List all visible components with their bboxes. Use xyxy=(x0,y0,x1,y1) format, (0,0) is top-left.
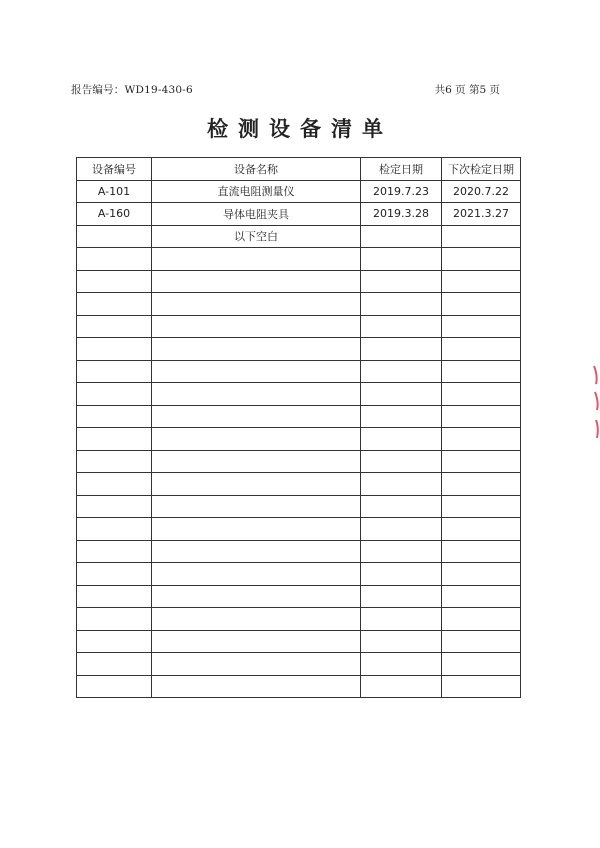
cell-equipment-name xyxy=(152,563,361,586)
cell-equipment-no: A-160 xyxy=(77,203,152,226)
cell-calibration-date xyxy=(361,428,442,451)
table-row xyxy=(77,203,521,226)
cell-equipment-name xyxy=(152,360,361,383)
table-row xyxy=(77,518,521,541)
table-row xyxy=(77,450,521,473)
cell-next-calibration-date xyxy=(442,495,521,518)
cell-equipment-name xyxy=(152,675,361,698)
cell-equipment-no xyxy=(77,450,152,473)
cell-equipment-name xyxy=(152,473,361,496)
cell-equipment-name xyxy=(152,518,361,541)
cell-next-calibration-date xyxy=(442,608,521,631)
cell-equipment-no: A-101 xyxy=(77,180,152,203)
table-row xyxy=(77,540,521,563)
cell-calibration-date xyxy=(361,225,442,248)
cell-next-calibration-date: 2021.3.27 xyxy=(442,203,521,226)
cell-next-calibration-date xyxy=(442,315,521,338)
cell-next-calibration-date xyxy=(442,293,521,316)
cell-calibration-date xyxy=(361,675,442,698)
cell-equipment-no xyxy=(77,518,152,541)
cell-calibration-date xyxy=(361,608,442,631)
cell-equipment-name xyxy=(152,315,361,338)
cell-equipment-name xyxy=(152,608,361,631)
page-title: 检测设备清单 xyxy=(207,116,393,141)
cell-equipment-name xyxy=(152,293,361,316)
cell-equipment-no xyxy=(77,630,152,653)
cell-equipment-name xyxy=(152,495,361,518)
cell-equipment-no xyxy=(77,675,152,698)
cell-next-calibration-date xyxy=(442,338,521,361)
red-stamp-mark xyxy=(592,362,600,442)
table-row xyxy=(77,180,521,203)
header-equipment-no: 设备编号 xyxy=(77,158,152,181)
cell-equipment-name xyxy=(152,248,361,271)
cell-next-calibration-date xyxy=(442,630,521,653)
table-header-row xyxy=(77,158,521,181)
cell-equipment-no xyxy=(77,653,152,676)
cell-next-calibration-date xyxy=(442,540,521,563)
table-row xyxy=(77,248,521,271)
cell-equipment-name xyxy=(152,338,361,361)
cell-calibration-date xyxy=(361,450,442,473)
cell-next-calibration-date xyxy=(442,270,521,293)
cell-next-calibration-date xyxy=(442,585,521,608)
report-number: 报告编号：WD19-430-6 xyxy=(71,84,193,96)
table-row xyxy=(77,225,521,248)
cell-calibration-date xyxy=(361,563,442,586)
page-count: 共6 页 第5 页 xyxy=(434,84,500,96)
cell-equipment-no xyxy=(77,360,152,383)
cell-equipment-no xyxy=(77,428,152,451)
cell-equipment-no xyxy=(77,248,152,271)
cell-equipment-name xyxy=(152,270,361,293)
table-row xyxy=(77,293,521,316)
header-next-calibration-date: 下次检定日期 xyxy=(442,158,521,181)
cell-equipment-no xyxy=(77,405,152,428)
table-row xyxy=(77,585,521,608)
cell-equipment-name xyxy=(152,428,361,451)
cell-equipment-no xyxy=(77,608,152,631)
cell-equipment-no xyxy=(77,270,152,293)
cell-calibration-date xyxy=(361,360,442,383)
cell-next-calibration-date xyxy=(442,653,521,676)
table-row xyxy=(77,338,521,361)
cell-equipment-no xyxy=(77,293,152,316)
cell-equipment-no xyxy=(77,383,152,406)
table-row xyxy=(77,473,521,496)
cell-next-calibration-date xyxy=(442,248,521,271)
stamp-stroke xyxy=(594,366,598,438)
cell-calibration-date xyxy=(361,293,442,316)
table-row xyxy=(77,653,521,676)
cell-calibration-date xyxy=(361,338,442,361)
cell-next-calibration-date xyxy=(442,518,521,541)
table-row xyxy=(77,405,521,428)
cell-equipment-no xyxy=(77,338,152,361)
table-row xyxy=(77,428,521,451)
table-row xyxy=(77,630,521,653)
cell-calibration-date xyxy=(361,383,442,406)
cell-equipment-no xyxy=(77,540,152,563)
equipment-table xyxy=(76,157,521,698)
cell-equipment-no xyxy=(77,315,152,338)
cell-equipment-name xyxy=(152,540,361,563)
cell-next-calibration-date xyxy=(442,428,521,451)
cell-equipment-no xyxy=(77,495,152,518)
table-row xyxy=(77,563,521,586)
cell-equipment-name: 导体电阻夹具 xyxy=(152,203,361,226)
cell-calibration-date xyxy=(361,495,442,518)
cell-equipment-no xyxy=(77,563,152,586)
cell-equipment-no xyxy=(77,473,152,496)
table-body xyxy=(77,180,521,698)
table-row xyxy=(77,608,521,631)
cell-calibration-date xyxy=(361,315,442,338)
cell-next-calibration-date xyxy=(442,473,521,496)
cell-calibration-date: 2019.7.23 xyxy=(361,180,442,203)
cell-calibration-date xyxy=(361,248,442,271)
cell-equipment-no xyxy=(77,225,152,248)
table-row xyxy=(77,675,521,698)
cell-calibration-date xyxy=(361,270,442,293)
cell-equipment-no xyxy=(77,585,152,608)
cell-next-calibration-date xyxy=(442,675,521,698)
header-equipment-name: 设备名称 xyxy=(152,158,361,181)
cell-next-calibration-date xyxy=(442,360,521,383)
cell-calibration-date xyxy=(361,540,442,563)
cell-calibration-date xyxy=(361,585,442,608)
cell-calibration-date xyxy=(361,653,442,676)
cell-equipment-name xyxy=(152,585,361,608)
table-row xyxy=(77,383,521,406)
table-row xyxy=(77,270,521,293)
cell-calibration-date: 2019.3.28 xyxy=(361,203,442,226)
cell-calibration-date xyxy=(361,405,442,428)
cell-calibration-date xyxy=(361,630,442,653)
cell-calibration-date xyxy=(361,473,442,496)
cell-next-calibration-date xyxy=(442,225,521,248)
cell-equipment-name xyxy=(152,383,361,406)
table-row xyxy=(77,360,521,383)
cell-next-calibration-date xyxy=(442,383,521,406)
table-row xyxy=(77,315,521,338)
table-row xyxy=(77,495,521,518)
cell-equipment-name xyxy=(152,405,361,428)
cell-next-calibration-date xyxy=(442,405,521,428)
cell-next-calibration-date: 2020.7.22 xyxy=(442,180,521,203)
cell-calibration-date xyxy=(361,518,442,541)
cell-equipment-name: 直流电阻测量仪 xyxy=(152,180,361,203)
cell-next-calibration-date xyxy=(442,563,521,586)
cell-equipment-name: 以下空白 xyxy=(152,225,361,248)
cell-equipment-name xyxy=(152,653,361,676)
cell-equipment-name xyxy=(152,450,361,473)
cell-equipment-name xyxy=(152,630,361,653)
header-calibration-date: 检定日期 xyxy=(361,158,442,181)
cell-next-calibration-date xyxy=(442,450,521,473)
